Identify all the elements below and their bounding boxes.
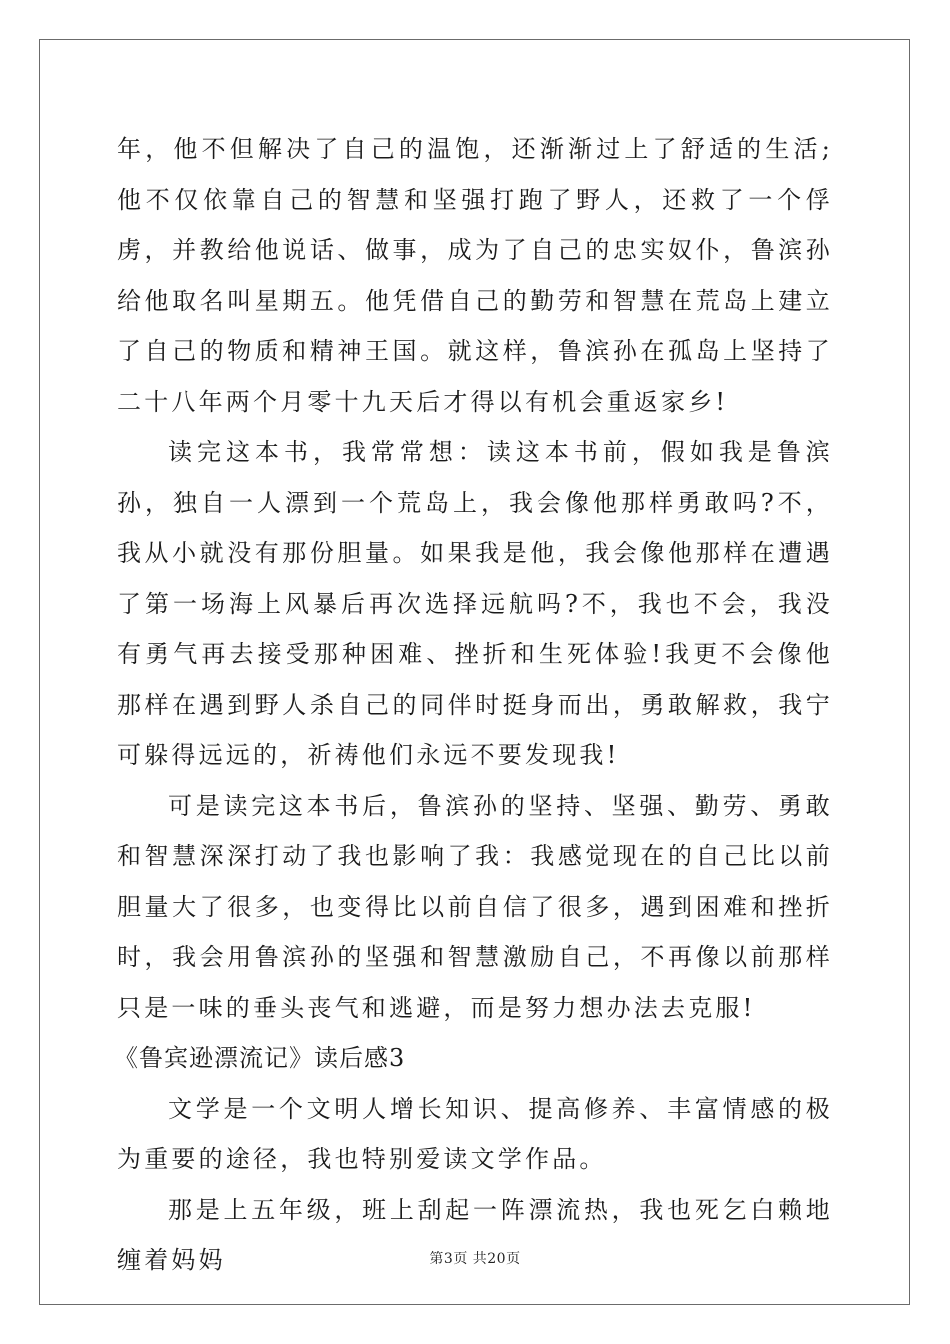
paragraph-continuation: 年，他不但解决了自己的温饱，还渐渐过上了舒适的生活;他不仅依靠自己的智慧和坚强打跑了野人，还救了一个俘虏，并教给他说话、做事，成为了自己的忠实奴仆，鲁滨孙给他取名叫星期五。他凭借自己的勤劳和智慧在荒岛上建立了自己的物质和精神王国。就这样，鲁滨孙在孤岛上坚持了二十八年两个月零十九天后才得以有机会重返家乡! [117, 135, 833, 416]
document-body [114, 124, 833, 1286]
page-number-footer: 第3页 共20页 [429, 1251, 521, 1267]
paragraph-reflection: 读完这本书，我常常想：读这本书前，假如我是鲁滨孙，独自一人漂到一个荒岛上，我会像他那样勇敢吗?不，我从小就没有那份胆量。如果我是他，我会像他那样在遭遇了第一场海上风暴后再次选择远航吗?不，我也不会，我没有勇气再去接受那种困难、挫折和生死体验!我更不会像他那样在遇到野人杀自己的同伴时挺身而出，勇敢解救，我宁可躲得远远的，祈祷他们永远不要发现我! [117, 438, 833, 769]
paragraph-influence: 可是读完这本书后，鲁滨孙的坚持、坚强、勤劳、勇敢和智慧深深打动了我也影响了我：我感觉现在的自己比以前胆量大了很多，也变得比以前自信了很多，遇到困难和挫折时，我会用鲁滨孙的坚强和智慧激励自己，不再像以前那样只是一味的垂头丧气和逃避，而是努力想办法去克服! [117, 791, 833, 1022]
paragraph-fifth-grade: 那是上五年级，班上刮起一阵漂流热，我也死乞白赖地缠着妈妈 [117, 1195, 833, 1274]
paragraph-literature: 文学是一个文明人增长知识、提高修养、丰富情感的极为重要的途径，我也特别爱读文学作品。 [117, 1094, 833, 1173]
section-heading: 《鲁宾逊漂流记》读后感3 [114, 1044, 406, 1072]
